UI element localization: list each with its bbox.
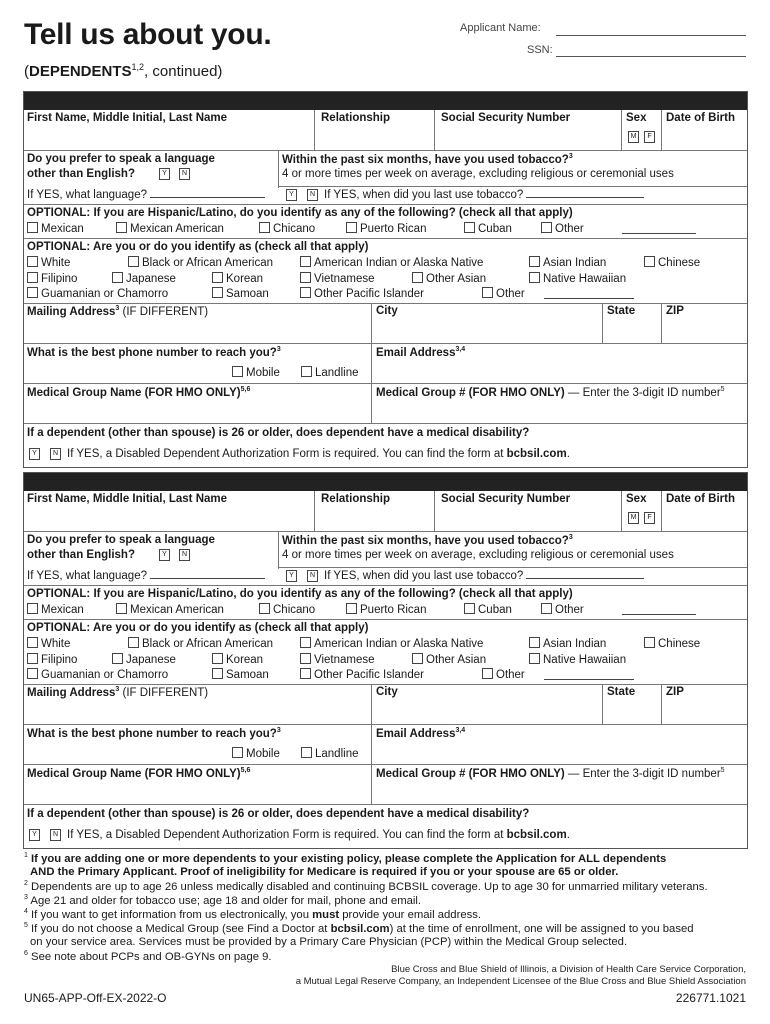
tobacco-question: Within the past six months, have you used tobacco?$^3$ bbox=[282, 534, 573, 547]
hispanic-question: OPTIONAL: If you are Hispanic/Latino, do you identify as any of the following? (check all that apply) bbox=[27, 207, 573, 219]
ssn-label: Social Security Number bbox=[441, 112, 571, 124]
race-option[interactable]: Chinese bbox=[644, 256, 700, 269]
checkbox[interactable] bbox=[27, 287, 38, 298]
hispanic-option[interactable]: Other bbox=[541, 603, 584, 616]
zip-label: ZIP bbox=[666, 686, 684, 698]
dependent-block-2 bbox=[23, 472, 748, 849]
hispanic-option[interactable]: Mexican American bbox=[116, 222, 224, 235]
checkbox[interactable] bbox=[644, 256, 655, 267]
tobacco-when: If YES, when did you last use tobacco? bbox=[324, 570, 644, 582]
medical-group-label: Medical Group Name (FOR HMO ONLY)$^{5,6}$ bbox=[27, 767, 251, 780]
rule bbox=[602, 303, 603, 343]
hispanic-option[interactable]: Other bbox=[541, 222, 584, 235]
rule bbox=[371, 764, 372, 804]
disability-no[interactable]: N bbox=[50, 448, 61, 460]
race-option[interactable]: Other Asian bbox=[412, 653, 486, 666]
language-question-2: other than English? bbox=[27, 549, 135, 561]
phone-question: What is the best phone number to reach you?$^3$ bbox=[27, 346, 281, 359]
race-option[interactable]: American Indian or Alaska Native bbox=[300, 637, 483, 650]
rule bbox=[24, 423, 747, 424]
checkbox[interactable] bbox=[128, 637, 139, 648]
language-no[interactable]: N bbox=[179, 168, 190, 180]
bcbsil-link[interactable]: bcbsil.com bbox=[506, 448, 567, 460]
tobacco-when: If YES, when did you last use tobacco? bbox=[324, 189, 644, 201]
mobile-checkbox[interactable]: Mobile bbox=[232, 747, 280, 760]
page-subtitle: (DEPENDENTS$^{1,2}$, continued) bbox=[24, 62, 223, 80]
tobacco-no[interactable]: N bbox=[307, 570, 318, 582]
language-question: Do you prefer to speak a language bbox=[27, 534, 215, 546]
checkbox[interactable] bbox=[300, 256, 311, 267]
checkbox[interactable] bbox=[27, 653, 38, 664]
rule bbox=[24, 619, 747, 620]
hispanic-option[interactable]: Chicano bbox=[259, 222, 315, 235]
hispanic-option[interactable]: Mexican bbox=[27, 222, 84, 235]
rule bbox=[24, 150, 747, 151]
city-label: City bbox=[376, 305, 398, 317]
checkbox[interactable] bbox=[27, 603, 38, 614]
checkbox[interactable] bbox=[27, 637, 38, 648]
race-option[interactable]: Other Pacific Islander bbox=[300, 287, 424, 300]
rule bbox=[434, 491, 435, 531]
state-label: State bbox=[607, 686, 636, 698]
hispanic-option[interactable]: Cuban bbox=[464, 222, 512, 235]
checkbox[interactable] bbox=[482, 668, 493, 679]
rule bbox=[661, 303, 662, 343]
phone-question: What is the best phone number to reach you?$^3$ bbox=[27, 727, 281, 740]
language-question-2: other than English? bbox=[27, 168, 135, 180]
rule bbox=[278, 186, 747, 187]
applicant-name-label: Applicant Name: bbox=[460, 22, 541, 34]
medical-group-number-label: Medical Group # (FOR HMO ONLY) — Enter the 3-digit ID number$^5$ bbox=[376, 386, 725, 399]
footnote-3: $^3$ Age 21 and older for tobacco use; age 18 and older for mail, phone and email. bbox=[24, 894, 422, 907]
city-label: City bbox=[376, 686, 398, 698]
hispanic-question: OPTIONAL: If you are Hispanic/Latino, do you identify as any of the following? (check all that apply) bbox=[27, 588, 573, 600]
rule bbox=[621, 110, 622, 150]
disability-note: If YES, a Disabled Dependent Authorization Form is required. You can find the form at bcbsil.com. bbox=[67, 448, 570, 460]
race-option[interactable]: Guamanian or Chamorro bbox=[27, 668, 168, 681]
checkbox[interactable] bbox=[212, 272, 223, 283]
hispanic-option[interactable]: Puerto Rican bbox=[346, 222, 426, 235]
checkbox[interactable] bbox=[112, 272, 123, 283]
language-what: If YES, what language? bbox=[27, 189, 265, 201]
language-question: Do you prefer to speak a language bbox=[27, 153, 215, 165]
sex-m-checkbox[interactable]: M bbox=[628, 512, 639, 524]
footnote-4: $^4$ If you want to get information from us electronically, you must provide your email address. bbox=[24, 908, 482, 921]
checkbox[interactable] bbox=[27, 222, 38, 233]
race-option[interactable]: Asian Indian bbox=[529, 256, 606, 269]
hispanic-option[interactable]: Mexican American bbox=[116, 603, 224, 616]
race-option[interactable]: Samoan bbox=[212, 668, 269, 681]
race-option[interactable]: Other Pacific Islander bbox=[300, 668, 424, 681]
disability-no[interactable]: N bbox=[50, 829, 61, 841]
checkbox[interactable] bbox=[541, 603, 552, 614]
rule bbox=[621, 491, 622, 531]
sex-f-checkbox[interactable]: F bbox=[644, 131, 655, 143]
rule bbox=[24, 531, 747, 532]
rule bbox=[24, 684, 747, 685]
race-option[interactable]: Other Asian bbox=[412, 272, 486, 285]
race-other-input[interactable] bbox=[544, 297, 634, 299]
tobacco-note: 4 or more times per week on average, excluding religious or ceremonial uses bbox=[282, 168, 674, 180]
checkbox[interactable] bbox=[412, 653, 423, 664]
race-option[interactable]: Filipino bbox=[27, 653, 77, 666]
language-yes[interactable]: Y bbox=[159, 549, 170, 561]
hispanic-other-input[interactable] bbox=[622, 613, 696, 615]
form-code: UN65-APP-Off-EX-2022-O bbox=[24, 991, 167, 1005]
race-option[interactable]: Filipino bbox=[27, 272, 77, 285]
document-number: 226771.1021 bbox=[675, 991, 746, 1005]
rule bbox=[24, 724, 747, 725]
checkbox[interactable] bbox=[232, 747, 243, 758]
tobacco-no[interactable]: N bbox=[307, 189, 318, 201]
race-option[interactable]: Other bbox=[482, 668, 525, 681]
disability-yes[interactable]: Y bbox=[29, 829, 40, 841]
checkbox[interactable] bbox=[529, 256, 540, 267]
race-other-input[interactable] bbox=[544, 678, 634, 680]
footnote-5b: on your service area. Services must be provided by a Primary Care Physician (PCP) within the Medical Group selected. bbox=[30, 936, 628, 948]
rule bbox=[434, 110, 435, 150]
checkbox[interactable] bbox=[116, 603, 127, 614]
race-option[interactable]: White bbox=[27, 637, 70, 650]
race-option[interactable]: Vietnamese bbox=[300, 272, 375, 285]
rule bbox=[278, 567, 747, 568]
hispanic-option[interactable]: Chicano bbox=[259, 603, 315, 616]
checkbox[interactable] bbox=[464, 603, 475, 614]
checkbox[interactable] bbox=[212, 287, 223, 298]
tobacco-yes[interactable]: Y bbox=[286, 189, 297, 201]
mailing-address-label: Mailing Address$^3$ (IF DIFFERENT) bbox=[27, 686, 209, 699]
landline-checkbox[interactable]: Landline bbox=[301, 747, 358, 760]
credit-line-2: a Mutual Legal Reserve Company, an Independent Licensee of the Blue Cross and Blue Shield Association bbox=[295, 976, 746, 987]
rule bbox=[314, 110, 315, 150]
sex-label: Sex bbox=[626, 493, 647, 505]
state-label: State bbox=[607, 305, 636, 317]
disability-question: If a dependent (other than spouse) is 26 or older, does dependent have a medical disability? bbox=[27, 808, 530, 820]
race-option[interactable]: Black or African American bbox=[128, 256, 273, 269]
language-what: If YES, what language? bbox=[27, 570, 265, 582]
rule bbox=[371, 303, 372, 343]
sex-label: Sex bbox=[626, 112, 647, 124]
footnote-1: $^1$ If you are adding one or more dependents to your existing policy, please complete the Application for ALL dependents bbox=[24, 852, 667, 865]
checkbox[interactable] bbox=[529, 272, 540, 283]
rule bbox=[602, 684, 603, 724]
checkbox[interactable] bbox=[116, 222, 127, 233]
landline-checkbox[interactable]: Landline bbox=[301, 366, 358, 379]
checkbox[interactable] bbox=[301, 747, 312, 758]
checkbox[interactable] bbox=[300, 287, 311, 298]
rule bbox=[24, 383, 747, 384]
checkbox[interactable] bbox=[300, 653, 311, 664]
tobacco-when-input[interactable] bbox=[526, 196, 644, 198]
footnote-6: $^6$ See note about PCPs and OB-GYNs on page 9. bbox=[24, 950, 272, 963]
checkbox[interactable] bbox=[644, 637, 655, 648]
checkbox[interactable] bbox=[301, 366, 312, 377]
rule bbox=[24, 585, 747, 586]
race-option[interactable]: Chinese bbox=[644, 637, 700, 650]
race-option[interactable]: Native Hawaiian bbox=[529, 272, 626, 285]
hispanic-option[interactable]: Cuban bbox=[464, 603, 512, 616]
checkbox[interactable] bbox=[128, 256, 139, 267]
disability-yes[interactable]: Y bbox=[29, 448, 40, 460]
rule bbox=[371, 343, 372, 383]
dob-label: Date of Birth bbox=[666, 112, 735, 124]
rule bbox=[24, 804, 747, 805]
zip-label: ZIP bbox=[666, 305, 684, 317]
race-question: OPTIONAL: Are you or do you identify as (check all that apply) bbox=[27, 241, 369, 253]
footnote-2: $^2$ Dependents are up to age 26 unless medically disabled and continuing BCBSIL coverage. Up to age 30 for unmarried military veterans. bbox=[24, 880, 708, 893]
tobacco-question: Within the past six months, have you used tobacco?$^3$ bbox=[282, 153, 573, 166]
checkbox[interactable] bbox=[232, 366, 243, 377]
sex-m-checkbox[interactable]: M bbox=[628, 131, 639, 143]
race-question: OPTIONAL: Are you or do you identify as (check all that apply) bbox=[27, 622, 369, 634]
checkbox[interactable] bbox=[346, 603, 357, 614]
race-option[interactable]: American Indian or Alaska Native bbox=[300, 256, 483, 269]
checkbox[interactable] bbox=[529, 637, 540, 648]
dependent-block-1 bbox=[23, 91, 748, 468]
mobile-checkbox[interactable]: Mobile bbox=[232, 366, 280, 379]
footnote-5: $^5$ If you do not choose a Medical Group (see Find a Doctor at bcbsil.com) at the time of enrollment, one will be assigned to you based bbox=[24, 922, 694, 935]
ssn-label: Social Security Number bbox=[441, 493, 571, 505]
disability-note: If YES, a Disabled Dependent Authorization Form is required. You can find the form at bcbsil.com. bbox=[67, 829, 570, 841]
rule bbox=[371, 383, 372, 423]
hispanic-option[interactable]: Mexican bbox=[27, 603, 84, 616]
language-yes[interactable]: Y bbox=[159, 168, 170, 180]
email-label: Email Address$^{3,4}$ bbox=[376, 346, 466, 359]
section-header-bar bbox=[24, 473, 747, 491]
tobacco-yes[interactable]: Y bbox=[286, 570, 297, 582]
race-option[interactable]: Asian Indian bbox=[529, 637, 606, 650]
first-name-label: First Name, Middle Initial, Last Name bbox=[27, 493, 228, 505]
tobacco-when-input[interactable] bbox=[526, 577, 644, 579]
checkbox[interactable] bbox=[300, 668, 311, 679]
bcbsil-link[interactable]: bcbsil.com bbox=[506, 829, 567, 841]
disability-question: If a dependent (other than spouse) is 26 or older, does dependent have a medical disability? bbox=[27, 427, 530, 439]
checkbox[interactable] bbox=[346, 222, 357, 233]
rule bbox=[24, 204, 747, 205]
rule bbox=[24, 764, 747, 765]
checkbox[interactable] bbox=[482, 287, 493, 298]
language-no[interactable]: N bbox=[179, 549, 190, 561]
checkbox[interactable] bbox=[212, 668, 223, 679]
checkbox[interactable] bbox=[300, 637, 311, 648]
race-option[interactable]: Korean bbox=[212, 653, 263, 666]
hispanic-option[interactable]: Puerto Rican bbox=[346, 603, 426, 616]
relationship-label: Relationship bbox=[321, 112, 391, 124]
language-input[interactable] bbox=[150, 577, 265, 579]
footnote-1b: AND the Primary Applicant. Proof of ineligibility for Medicare is required if you or your spouse are 65 or older. bbox=[30, 866, 619, 878]
hispanic-other-input[interactable] bbox=[622, 232, 696, 234]
rule bbox=[371, 724, 372, 764]
page-title: Tell us about you. bbox=[24, 18, 272, 51]
first-name-label: First Name, Middle Initial, Last Name bbox=[27, 112, 228, 124]
rule bbox=[661, 110, 662, 150]
rule bbox=[314, 491, 315, 531]
rule bbox=[24, 238, 747, 239]
dob-label: Date of Birth bbox=[666, 493, 735, 505]
mailing-address-label: Mailing Address$^3$ (IF DIFFERENT) bbox=[27, 305, 209, 318]
rule bbox=[24, 303, 747, 304]
checkbox[interactable] bbox=[112, 653, 123, 664]
language-input[interactable] bbox=[150, 196, 265, 198]
race-option[interactable]: Samoan bbox=[212, 287, 269, 300]
section-header-bar bbox=[24, 92, 747, 110]
race-option[interactable]: Native Hawaiian bbox=[529, 653, 626, 666]
applicant-name-field[interactable] bbox=[556, 34, 746, 36]
race-option[interactable]: White bbox=[27, 256, 70, 269]
email-label: Email Address$^{3,4}$ bbox=[376, 727, 466, 740]
rule bbox=[661, 684, 662, 724]
race-option[interactable]: Japanese bbox=[112, 272, 176, 285]
race-option[interactable]: Japanese bbox=[112, 653, 176, 666]
tobacco-note: 4 or more times per week on average, excluding religious or ceremonial uses bbox=[282, 549, 674, 561]
checkbox[interactable] bbox=[259, 222, 270, 233]
ssn-header-field[interactable] bbox=[556, 55, 746, 57]
medical-group-label: Medical Group Name (FOR HMO ONLY)$^{5,6}$ bbox=[27, 386, 251, 399]
sex-f-checkbox[interactable]: F bbox=[644, 512, 655, 524]
rule bbox=[661, 491, 662, 531]
credit-line-1: Blue Cross and Blue Shield of Illinois, a Division of Health Care Service Corporation, bbox=[391, 964, 746, 975]
checkbox[interactable] bbox=[259, 603, 270, 614]
race-option[interactable]: Vietnamese bbox=[300, 653, 375, 666]
checkbox[interactable] bbox=[27, 272, 38, 283]
checkbox[interactable] bbox=[300, 272, 311, 283]
checkbox[interactable] bbox=[412, 272, 423, 283]
medical-group-number-label: Medical Group # (FOR HMO ONLY) — Enter the 3-digit ID number$^5$ bbox=[376, 767, 725, 780]
rule bbox=[278, 531, 279, 569]
race-option[interactable]: Guamanian or Chamorro bbox=[27, 287, 168, 300]
checkbox[interactable] bbox=[529, 653, 540, 664]
rule bbox=[278, 150, 279, 188]
checkbox[interactable] bbox=[541, 222, 552, 233]
race-option[interactable]: Korean bbox=[212, 272, 263, 285]
rule bbox=[371, 684, 372, 724]
checkbox[interactable] bbox=[27, 256, 38, 267]
ssn-header-label: SSN: bbox=[527, 44, 553, 56]
checkbox[interactable] bbox=[212, 653, 223, 664]
checkbox[interactable] bbox=[464, 222, 475, 233]
checkbox[interactable] bbox=[27, 668, 38, 679]
rule bbox=[24, 343, 747, 344]
race-option[interactable]: Black or African American bbox=[128, 637, 273, 650]
race-option[interactable]: Other bbox=[482, 287, 525, 300]
relationship-label: Relationship bbox=[321, 493, 391, 505]
